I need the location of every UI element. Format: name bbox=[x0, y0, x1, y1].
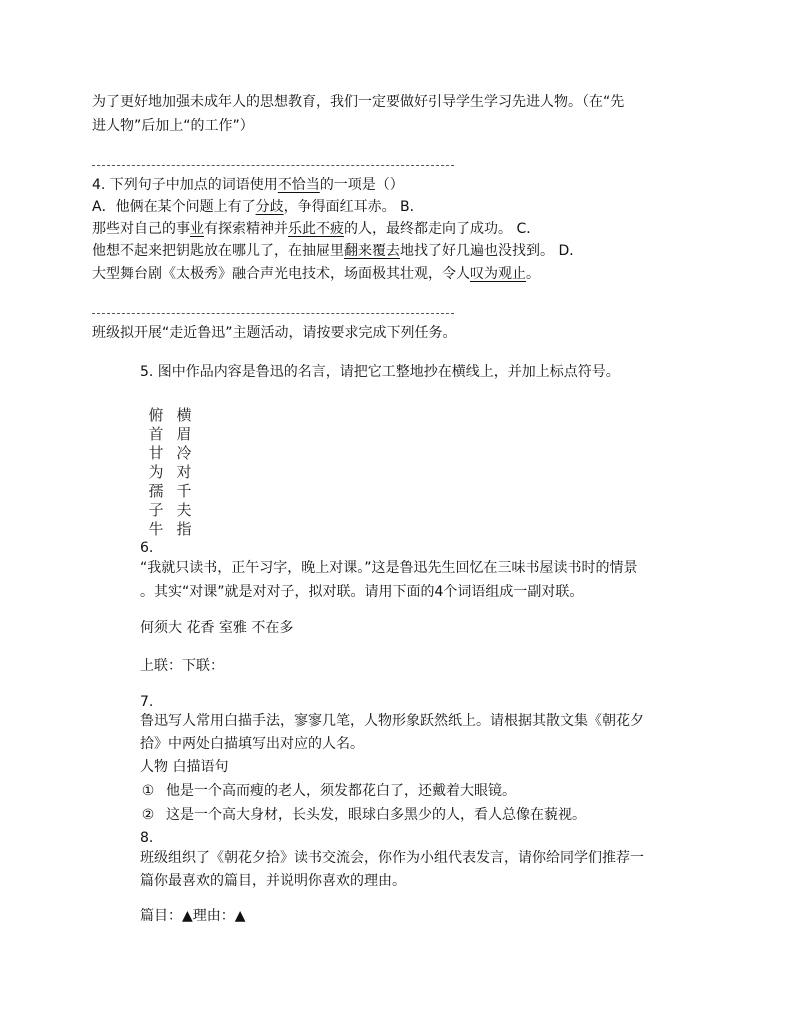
q4-d-pre: 大型舞台剧《太极秀》融合声光电技术，场面极其壮观，令人 bbox=[92, 266, 470, 282]
q4-option-d bbox=[92, 264, 540, 284]
calligraphy-char: 俯 bbox=[148, 406, 164, 424]
q4-a-post: ，争得面红耳赤。 B． bbox=[283, 199, 424, 215]
q8-line-1: 班级组织了《朝花夕拾》读书交流会，你作为小组代表发言，请你给同学们推荐一 bbox=[140, 850, 644, 866]
calligraphy-char: 千 bbox=[176, 482, 192, 500]
calligraphy-char: 牛 bbox=[148, 520, 164, 538]
q7-table-header: 人物 白描语句 bbox=[140, 759, 229, 775]
q4-b-pre: 那些对自己的事 bbox=[92, 221, 190, 237]
calligraphy-char: 眉 bbox=[176, 425, 192, 443]
q4-title bbox=[92, 175, 404, 195]
q4-title-post: 的一项是（） bbox=[319, 177, 404, 193]
q7-item-1 bbox=[140, 781, 516, 801]
intro-line-1: 为了更好地加强未成年人的思想教育，我们一定要做好引导学生学习先进人物。（在“先 bbox=[92, 94, 625, 110]
calligraphy-char: 甘 bbox=[148, 444, 164, 462]
activity-intro: 班级拟开展“走近鲁迅”主题活动，请按要求完成下列任务。 bbox=[92, 325, 457, 341]
q6-line-2: 。其实“对课”就是对对子，拟对联。请用下面的4个词语组成一副对联。 bbox=[140, 584, 584, 600]
q4-option-c bbox=[92, 241, 583, 261]
q4-b-mid: 有探索精神并 bbox=[204, 221, 288, 237]
q7-item-2-text: 这是一个高大身材，长头发，眼球白多黑少的人，看人总像在藐视。 bbox=[166, 807, 586, 823]
q4-c-pre: 他想不起来把钥匙放在哪儿了，在抽屉里 bbox=[92, 243, 344, 259]
calligraphy-char: 首 bbox=[148, 425, 164, 443]
q4-c-post: 地找了好几遍也没找到。 D． bbox=[400, 243, 584, 259]
q4-c-word: 翻来覆去 bbox=[344, 243, 400, 259]
calligraphy-char: 孺 bbox=[148, 482, 164, 500]
q7-item-1-text: 他是一个高而瘦的老人，须发都花白了，还戴着大眼镜。 bbox=[166, 783, 516, 799]
calligraphy-char: 子 bbox=[148, 501, 164, 519]
q4-d-post: 。 bbox=[526, 266, 540, 282]
q7-line-1: 鲁迅写人常用白描手法，寥寥几笔，人物形象跃然纸上。请根据其散文集《朝花夕 bbox=[140, 713, 644, 729]
calligraphy-char: 对 bbox=[176, 463, 192, 481]
q6-number: 6. bbox=[140, 540, 154, 556]
q4-a-word: 分歧 bbox=[255, 199, 284, 215]
calligraphy-char: 冷 bbox=[176, 444, 192, 462]
q5-text: 5. 图中作品内容是鲁迅的名言，请把它工整地抄在横线上，并加上标点符号。 bbox=[140, 364, 620, 380]
divider-1 bbox=[92, 165, 454, 166]
q8-answer: 篇目：▲理由：▲ bbox=[140, 908, 246, 924]
q4-a-pre: A．他俩在某个问题上有了 bbox=[92, 199, 256, 215]
q4-d-word: 叹为观止 bbox=[470, 266, 526, 282]
calligraphy-column-right bbox=[174, 406, 194, 539]
q4-title-pre: 4. 下列句子中加点的词语使用 bbox=[92, 177, 278, 193]
q4-b-word-2: 乐此不疲 bbox=[288, 221, 344, 237]
intro-line-2: 进人物”后加上“的工作”） bbox=[92, 118, 254, 134]
q6-words: 何须大 花香 室雅 不在多 bbox=[140, 620, 294, 636]
q7-number: 7. bbox=[140, 694, 154, 710]
calligraphy-char: 指 bbox=[176, 520, 192, 538]
q7-item-1-mark: ① bbox=[141, 783, 155, 799]
q8-line-2: 篇你最喜欢的篇目，并说明你喜欢的理由。 bbox=[140, 873, 406, 889]
q4-option-a bbox=[92, 197, 424, 217]
q7-item-2 bbox=[140, 805, 586, 825]
calligraphy-char: 为 bbox=[148, 463, 164, 481]
calligraphy-column-left bbox=[146, 406, 166, 539]
q7-line-2: 拾》中两处白描填写出对应的人名。 bbox=[140, 736, 364, 752]
calligraphy-char: 横 bbox=[176, 406, 192, 424]
q4-b-word-1: 业 bbox=[190, 221, 204, 237]
q4-title-emphasis: 不恰当 bbox=[277, 177, 320, 193]
q6-line-1: “我就只读书，正午习字，晚上对课。”这是鲁迅先生回忆在三味书屋读书时的情景 bbox=[140, 560, 638, 576]
divider-2 bbox=[92, 313, 454, 314]
q4-b-post: 的人，最终都走向了成功。 C． bbox=[344, 221, 541, 237]
q6-answer: 上联：下联： bbox=[140, 658, 224, 674]
q7-item-2-mark: ② bbox=[141, 807, 155, 823]
calligraphy-char: 夫 bbox=[176, 501, 192, 519]
q4-option-b bbox=[92, 219, 540, 239]
q8-number: 8. bbox=[140, 830, 154, 846]
